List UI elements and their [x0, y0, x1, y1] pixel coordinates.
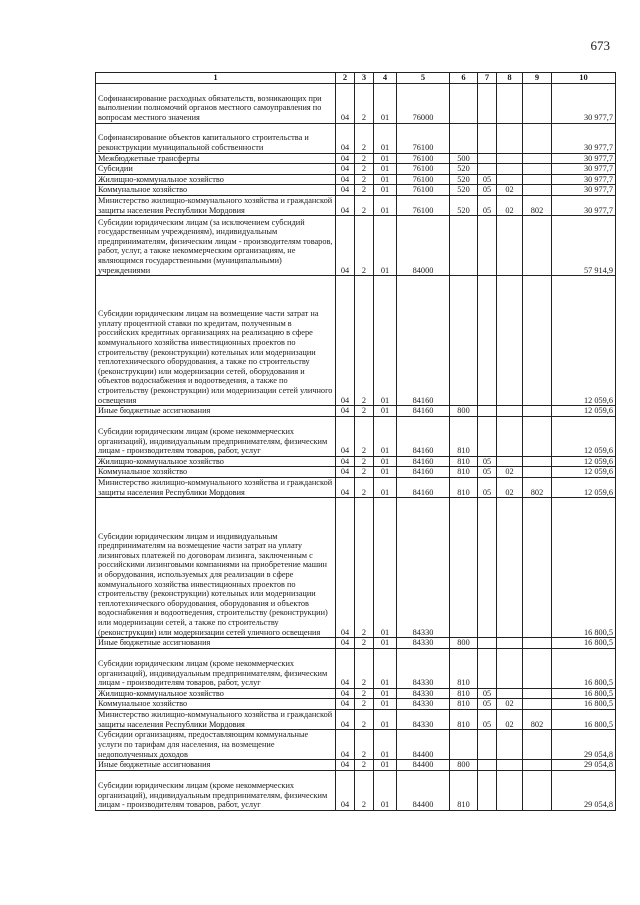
table-row	[96, 688, 616, 699]
cell-ministry-code	[523, 770, 552, 810]
cell-subsection-a: 2	[355, 638, 374, 649]
cell-subchapter-code: 02	[497, 709, 523, 729]
cell-target-code: 76100	[397, 153, 450, 164]
cell-ministry-code	[523, 216, 552, 276]
cell-subsection-b: 01	[374, 276, 397, 406]
cell-subsection-a: 2	[355, 216, 374, 276]
cell-chapter-code: 05	[478, 174, 497, 185]
budget-table	[95, 72, 616, 811]
cell-expense-type: 800	[450, 760, 478, 771]
cell-amount: 16 800,5	[552, 498, 616, 638]
table-row	[96, 699, 616, 710]
cell-target-code: 76100	[397, 174, 450, 185]
table-row	[96, 164, 616, 175]
cell-subsection-b: 01	[374, 153, 397, 164]
cell-chapter-code	[478, 216, 497, 276]
cell-ministry-code: 802	[523, 709, 552, 729]
cell-amount: 30 977,7	[552, 123, 616, 153]
cell-subchapter-code	[497, 164, 523, 175]
cell-subsection-a: 2	[355, 406, 374, 417]
table-row	[96, 406, 616, 417]
cell-subchapter-code	[497, 123, 523, 153]
cell-expense-type: 810	[450, 648, 478, 688]
cell-target-code: 84160	[397, 477, 450, 497]
cell-subsection-b: 01	[374, 83, 397, 123]
cell-amount: 30 977,7	[552, 83, 616, 123]
cell-subsection-b: 01	[374, 648, 397, 688]
cell-section-code: 04	[336, 498, 355, 638]
cell-subsection-a: 2	[355, 709, 374, 729]
cell-subchapter-code: 02	[497, 185, 523, 196]
table-row	[96, 416, 616, 456]
cell-subsection-a: 2	[355, 688, 374, 699]
cell-subchapter-code	[497, 760, 523, 771]
cell-item-name: Субсидии юридическим лицам и индивидуальным предпринимателям на возмещение части затрат на уплату лизинговых платежей по договорам лизинга, заключенным с российскими лизинговыми компаниями на приобретение машин и оборудования, используемых для реализации в сфере коммунального хозяйства инвестиционных проектов по строительству (реконструкции) котельных или модернизации теплотехнического оборудования, оборудования и объектов водоснабжения и водоотведения, строительству (реконструкции) или модернизации сетей, а также по строительству (реконструкции) или модернизации сетей уличного освещения	[96, 498, 336, 638]
cell-subchapter-code	[497, 406, 523, 417]
cell-chapter-code	[478, 760, 497, 771]
cell-item-name: Субсидии	[96, 164, 336, 175]
cell-chapter-code	[478, 730, 497, 760]
column-header-10: 10	[552, 73, 616, 84]
cell-subsection-b: 01	[374, 730, 397, 760]
cell-chapter-code: 05	[478, 185, 497, 196]
table-row	[96, 276, 616, 406]
cell-target-code: 84330	[397, 709, 450, 729]
cell-target-code: 84400	[397, 730, 450, 760]
cell-subsection-b: 01	[374, 174, 397, 185]
cell-subsection-a: 2	[355, 477, 374, 497]
cell-expense-type: 810	[450, 456, 478, 467]
table-row	[96, 174, 616, 185]
cell-item-name: Жилищно-коммунальное хозяйство	[96, 456, 336, 467]
cell-item-name: Субсидии организациям, предоставляющим коммунальные услуги по тарифам для населения, на возмещение недополученных доходов	[96, 730, 336, 760]
column-header-8: 8	[497, 73, 523, 84]
cell-item-name: Иные бюджетные ассигнования	[96, 760, 336, 771]
cell-section-code: 04	[336, 195, 355, 215]
cell-subchapter-code	[497, 688, 523, 699]
cell-target-code: 76000	[397, 83, 450, 123]
cell-subsection-a: 2	[355, 416, 374, 456]
cell-expense-type: 810	[450, 688, 478, 699]
cell-item-name: Министерство жилищно-коммунального хозяйства и гражданской защиты населения Республики Мордовия	[96, 709, 336, 729]
column-header-4: 4	[374, 73, 397, 84]
cell-subsection-b: 01	[374, 699, 397, 710]
table-row	[96, 123, 616, 153]
table-row	[96, 709, 616, 729]
cell-section-code: 04	[336, 477, 355, 497]
cell-target-code: 84400	[397, 760, 450, 771]
table-row	[96, 477, 616, 497]
cell-item-name: Министерство жилищно-коммунального хозяйства и гражданской защиты населения Республики Мордовия	[96, 477, 336, 497]
cell-ministry-code	[523, 467, 552, 478]
cell-section-code: 04	[336, 709, 355, 729]
cell-target-code: 84160	[397, 276, 450, 406]
cell-ministry-code	[523, 688, 552, 699]
cell-target-code: 84160	[397, 456, 450, 467]
cell-amount: 16 800,5	[552, 699, 616, 710]
table-row	[96, 216, 616, 276]
cell-chapter-code: 05	[478, 456, 497, 467]
cell-subsection-b: 01	[374, 416, 397, 456]
cell-target-code: 76100	[397, 164, 450, 175]
cell-subsection-b: 01	[374, 406, 397, 417]
cell-expense-type: 800	[450, 638, 478, 649]
cell-amount: 16 800,5	[552, 709, 616, 729]
cell-subsection-a: 2	[355, 174, 374, 185]
cell-item-name: Субсидии юридическим лицам (за исключением субсидий государственным учреждениям), индивидуальным предпринимателям, физическим лицам - производителям товаров, работ, услуг, а также некоммерческим организациям, не являющимся государственными (муниципальными) учреждениями	[96, 216, 336, 276]
cell-subsection-a: 2	[355, 699, 374, 710]
column-header-9: 9	[523, 73, 552, 84]
cell-subsection-a: 2	[355, 164, 374, 175]
cell-amount: 30 977,7	[552, 174, 616, 185]
cell-expense-type: 810	[450, 416, 478, 456]
cell-subsection-b: 01	[374, 164, 397, 175]
cell-target-code: 76100	[397, 195, 450, 215]
cell-expense-type: 520	[450, 164, 478, 175]
cell-section-code: 04	[336, 648, 355, 688]
cell-subsection-a: 2	[355, 467, 374, 478]
cell-subsection-a: 2	[355, 456, 374, 467]
cell-subsection-b: 01	[374, 688, 397, 699]
cell-subchapter-code	[497, 174, 523, 185]
cell-ministry-code	[523, 760, 552, 771]
cell-section-code: 04	[336, 153, 355, 164]
cell-item-name: Субсидии юридическим лицам (кроме некоммерческих организаций), индивидуальным предпринимателям, физическим лицам - производителям товаров, работ, услуг	[96, 770, 336, 810]
cell-expense-type: 520	[450, 195, 478, 215]
cell-subsection-a: 2	[355, 730, 374, 760]
cell-subsection-b: 01	[374, 185, 397, 196]
column-header-6: 6	[450, 73, 478, 84]
cell-section-code: 04	[336, 467, 355, 478]
cell-section-code: 04	[336, 730, 355, 760]
cell-section-code: 04	[336, 276, 355, 406]
cell-amount: 12 059,6	[552, 406, 616, 417]
cell-target-code: 76100	[397, 123, 450, 153]
cell-ministry-code	[523, 498, 552, 638]
cell-section-code: 04	[336, 456, 355, 467]
cell-expense-type: 810	[450, 709, 478, 729]
cell-ministry-code	[523, 276, 552, 406]
cell-target-code: 84330	[397, 648, 450, 688]
table-row	[96, 456, 616, 467]
cell-item-name: Коммунальное хозяйство	[96, 467, 336, 478]
cell-chapter-code	[478, 164, 497, 175]
cell-subchapter-code	[497, 456, 523, 467]
cell-subchapter-code	[497, 416, 523, 456]
cell-expense-type: 810	[450, 699, 478, 710]
cell-item-name: Министерство жилищно-коммунального хозяйства и гражданской защиты населения Республики Мордовия	[96, 195, 336, 215]
cell-target-code: 84160	[397, 467, 450, 478]
cell-item-name: Жилищно-коммунальное хозяйство	[96, 174, 336, 185]
cell-target-code: 84400	[397, 770, 450, 810]
cell-ministry-code	[523, 456, 552, 467]
cell-subchapter-code	[497, 638, 523, 649]
cell-ministry-code	[523, 83, 552, 123]
cell-expense-type: 810	[450, 477, 478, 497]
cell-amount: 12 059,6	[552, 276, 616, 406]
cell-item-name: Софинансирование объектов капитального строительства и реконструкции муниципальной собственности	[96, 123, 336, 153]
table-row	[96, 185, 616, 196]
cell-target-code: 84330	[397, 498, 450, 638]
cell-ministry-code	[523, 185, 552, 196]
cell-amount: 29 054,8	[552, 730, 616, 760]
cell-subsection-b: 01	[374, 195, 397, 215]
cell-subchapter-code	[497, 770, 523, 810]
cell-ministry-code	[523, 174, 552, 185]
cell-subsection-b: 01	[374, 477, 397, 497]
cell-chapter-code	[478, 770, 497, 810]
table-row	[96, 730, 616, 760]
cell-expense-type: 810	[450, 467, 478, 478]
table-row	[96, 83, 616, 123]
cell-subsection-a: 2	[355, 760, 374, 771]
cell-expense-type	[450, 216, 478, 276]
cell-target-code: 84330	[397, 688, 450, 699]
cell-subchapter-code	[497, 730, 523, 760]
cell-expense-type: 800	[450, 406, 478, 417]
cell-subsection-a: 2	[355, 123, 374, 153]
cell-subsection-a: 2	[355, 195, 374, 215]
cell-subsection-b: 01	[374, 498, 397, 638]
cell-item-name: Коммунальное хозяйство	[96, 185, 336, 196]
column-header-1: 1	[96, 73, 336, 84]
cell-expense-type: 810	[450, 770, 478, 810]
cell-ministry-code: 802	[523, 477, 552, 497]
cell-chapter-code	[478, 498, 497, 638]
cell-subchapter-code	[497, 153, 523, 164]
cell-item-name: Иные бюджетные ассигнования	[96, 638, 336, 649]
cell-chapter-code	[478, 276, 497, 406]
cell-chapter-code: 05	[478, 467, 497, 478]
cell-expense-type: 520	[450, 185, 478, 196]
cell-ministry-code	[523, 123, 552, 153]
table-row	[96, 638, 616, 649]
cell-subchapter-code	[497, 648, 523, 688]
cell-amount: 57 914,9	[552, 216, 616, 276]
cell-amount: 30 977,7	[552, 164, 616, 175]
cell-subsection-b: 01	[374, 770, 397, 810]
cell-ministry-code	[523, 638, 552, 649]
cell-subchapter-code: 02	[497, 467, 523, 478]
cell-subchapter-code: 02	[497, 477, 523, 497]
cell-subchapter-code: 02	[497, 195, 523, 215]
cell-section-code: 04	[336, 406, 355, 417]
cell-item-name: Субсидии юридическим лицам на возмещение части затрат на уплату процентной ставки по кредитам, полученным в российских кредитных организациях на реализацию в сфере коммунального хозяйства инвестиционных проектов по строительству (реконструкции) котельных или модернизации теплотехнического оборудования, а также по строительству (реконструкции) или модернизации сетей, оборудования и объектов водоснабжения и водоотведения, а также по строительству (реконструкции) или модернизации сетей уличного освещения	[96, 276, 336, 406]
cell-chapter-code	[478, 153, 497, 164]
cell-section-code: 04	[336, 216, 355, 276]
cell-item-name: Иные бюджетные ассигнования	[96, 406, 336, 417]
page-number: 673	[590, 38, 610, 53]
cell-chapter-code	[478, 83, 497, 123]
cell-target-code: 84160	[397, 406, 450, 417]
cell-chapter-code: 05	[478, 688, 497, 699]
cell-subchapter-code	[497, 83, 523, 123]
cell-expense-type: 520	[450, 174, 478, 185]
column-header-3: 3	[355, 73, 374, 84]
cell-amount: 16 800,5	[552, 648, 616, 688]
cell-subsection-a: 2	[355, 185, 374, 196]
cell-expense-type	[450, 276, 478, 406]
cell-amount: 12 059,6	[552, 456, 616, 467]
cell-ministry-code	[523, 648, 552, 688]
cell-subsection-a: 2	[355, 276, 374, 406]
cell-ministry-code: 802	[523, 195, 552, 215]
cell-target-code: 84000	[397, 216, 450, 276]
cell-expense-type: 500	[450, 153, 478, 164]
cell-expense-type	[450, 498, 478, 638]
cell-chapter-code: 05	[478, 195, 497, 215]
cell-section-code: 04	[336, 164, 355, 175]
cell-amount: 30 977,7	[552, 185, 616, 196]
cell-amount: 16 800,5	[552, 638, 616, 649]
cell-chapter-code	[478, 123, 497, 153]
cell-expense-type	[450, 83, 478, 123]
cell-item-name: Софинансирование расходных обязательств, возникающих при выполнении полномочий органов местного самоуправления по вопросам местного значения	[96, 83, 336, 123]
cell-subsection-b: 01	[374, 760, 397, 771]
table-row	[96, 770, 616, 810]
cell-chapter-code	[478, 416, 497, 456]
cell-item-name: Коммунальное хозяйство	[96, 699, 336, 710]
cell-amount: 12 059,6	[552, 467, 616, 478]
cell-chapter-code: 05	[478, 477, 497, 497]
cell-amount: 30 977,7	[552, 153, 616, 164]
cell-expense-type	[450, 730, 478, 760]
cell-subchapter-code: 02	[497, 699, 523, 710]
cell-subsection-b: 01	[374, 709, 397, 729]
table-row	[96, 153, 616, 164]
table-row	[96, 648, 616, 688]
cell-section-code: 04	[336, 638, 355, 649]
cell-subsection-b: 01	[374, 467, 397, 478]
cell-subsection-b: 01	[374, 638, 397, 649]
cell-item-name: Субсидии юридическим лицам (кроме некоммерческих организаций), индивидуальным предпринимателям, физическим лицам - производителям товаров, работ, услуг	[96, 648, 336, 688]
cell-target-code: 84330	[397, 638, 450, 649]
cell-subchapter-code	[497, 498, 523, 638]
cell-section-code: 04	[336, 416, 355, 456]
cell-amount: 29 054,8	[552, 770, 616, 810]
cell-subsection-a: 2	[355, 498, 374, 638]
cell-chapter-code	[478, 406, 497, 417]
cell-ministry-code	[523, 699, 552, 710]
cell-subchapter-code	[497, 216, 523, 276]
cell-target-code: 84330	[397, 699, 450, 710]
cell-item-name: Жилищно-коммунальное хозяйство	[96, 688, 336, 699]
cell-subsection-b: 01	[374, 456, 397, 467]
cell-section-code: 04	[336, 185, 355, 196]
cell-chapter-code	[478, 638, 497, 649]
cell-subsection-a: 2	[355, 770, 374, 810]
table-row	[96, 195, 616, 215]
cell-subsection-a: 2	[355, 648, 374, 688]
table-body	[96, 83, 616, 810]
cell-subchapter-code	[497, 276, 523, 406]
cell-ministry-code	[523, 153, 552, 164]
cell-amount: 30 977,7	[552, 195, 616, 215]
column-header-2: 2	[336, 73, 355, 84]
cell-chapter-code	[478, 648, 497, 688]
cell-section-code: 04	[336, 174, 355, 185]
cell-section-code: 04	[336, 83, 355, 123]
cell-amount: 16 800,5	[552, 688, 616, 699]
table-row	[96, 498, 616, 638]
cell-subsection-b: 01	[374, 216, 397, 276]
cell-subsection-b: 01	[374, 123, 397, 153]
cell-amount: 12 059,6	[552, 416, 616, 456]
cell-target-code: 84160	[397, 416, 450, 456]
cell-chapter-code: 05	[478, 699, 497, 710]
header-row	[96, 73, 616, 84]
table-row	[96, 467, 616, 478]
cell-subsection-a: 2	[355, 153, 374, 164]
cell-section-code: 04	[336, 770, 355, 810]
column-header-5: 5	[397, 73, 450, 84]
cell-section-code: 04	[336, 760, 355, 771]
cell-item-name: Межбюджетные трансферты	[96, 153, 336, 164]
cell-chapter-code: 05	[478, 709, 497, 729]
cell-item-name: Субсидии юридическим лицам (кроме некоммерческих организаций), индивидуальным предпринимателям, физическим лицам - производителям товаров, работ, услуг	[96, 416, 336, 456]
cell-ministry-code	[523, 416, 552, 456]
cell-amount: 12 059,6	[552, 477, 616, 497]
cell-expense-type	[450, 123, 478, 153]
table-row	[96, 760, 616, 771]
cell-ministry-code	[523, 164, 552, 175]
cell-section-code: 04	[336, 123, 355, 153]
cell-amount: 29 054,8	[552, 760, 616, 771]
cell-section-code: 04	[336, 699, 355, 710]
cell-target-code: 76100	[397, 185, 450, 196]
cell-subsection-a: 2	[355, 83, 374, 123]
column-header-7: 7	[478, 73, 497, 84]
cell-ministry-code	[523, 730, 552, 760]
cell-section-code: 04	[336, 688, 355, 699]
cell-ministry-code	[523, 406, 552, 417]
